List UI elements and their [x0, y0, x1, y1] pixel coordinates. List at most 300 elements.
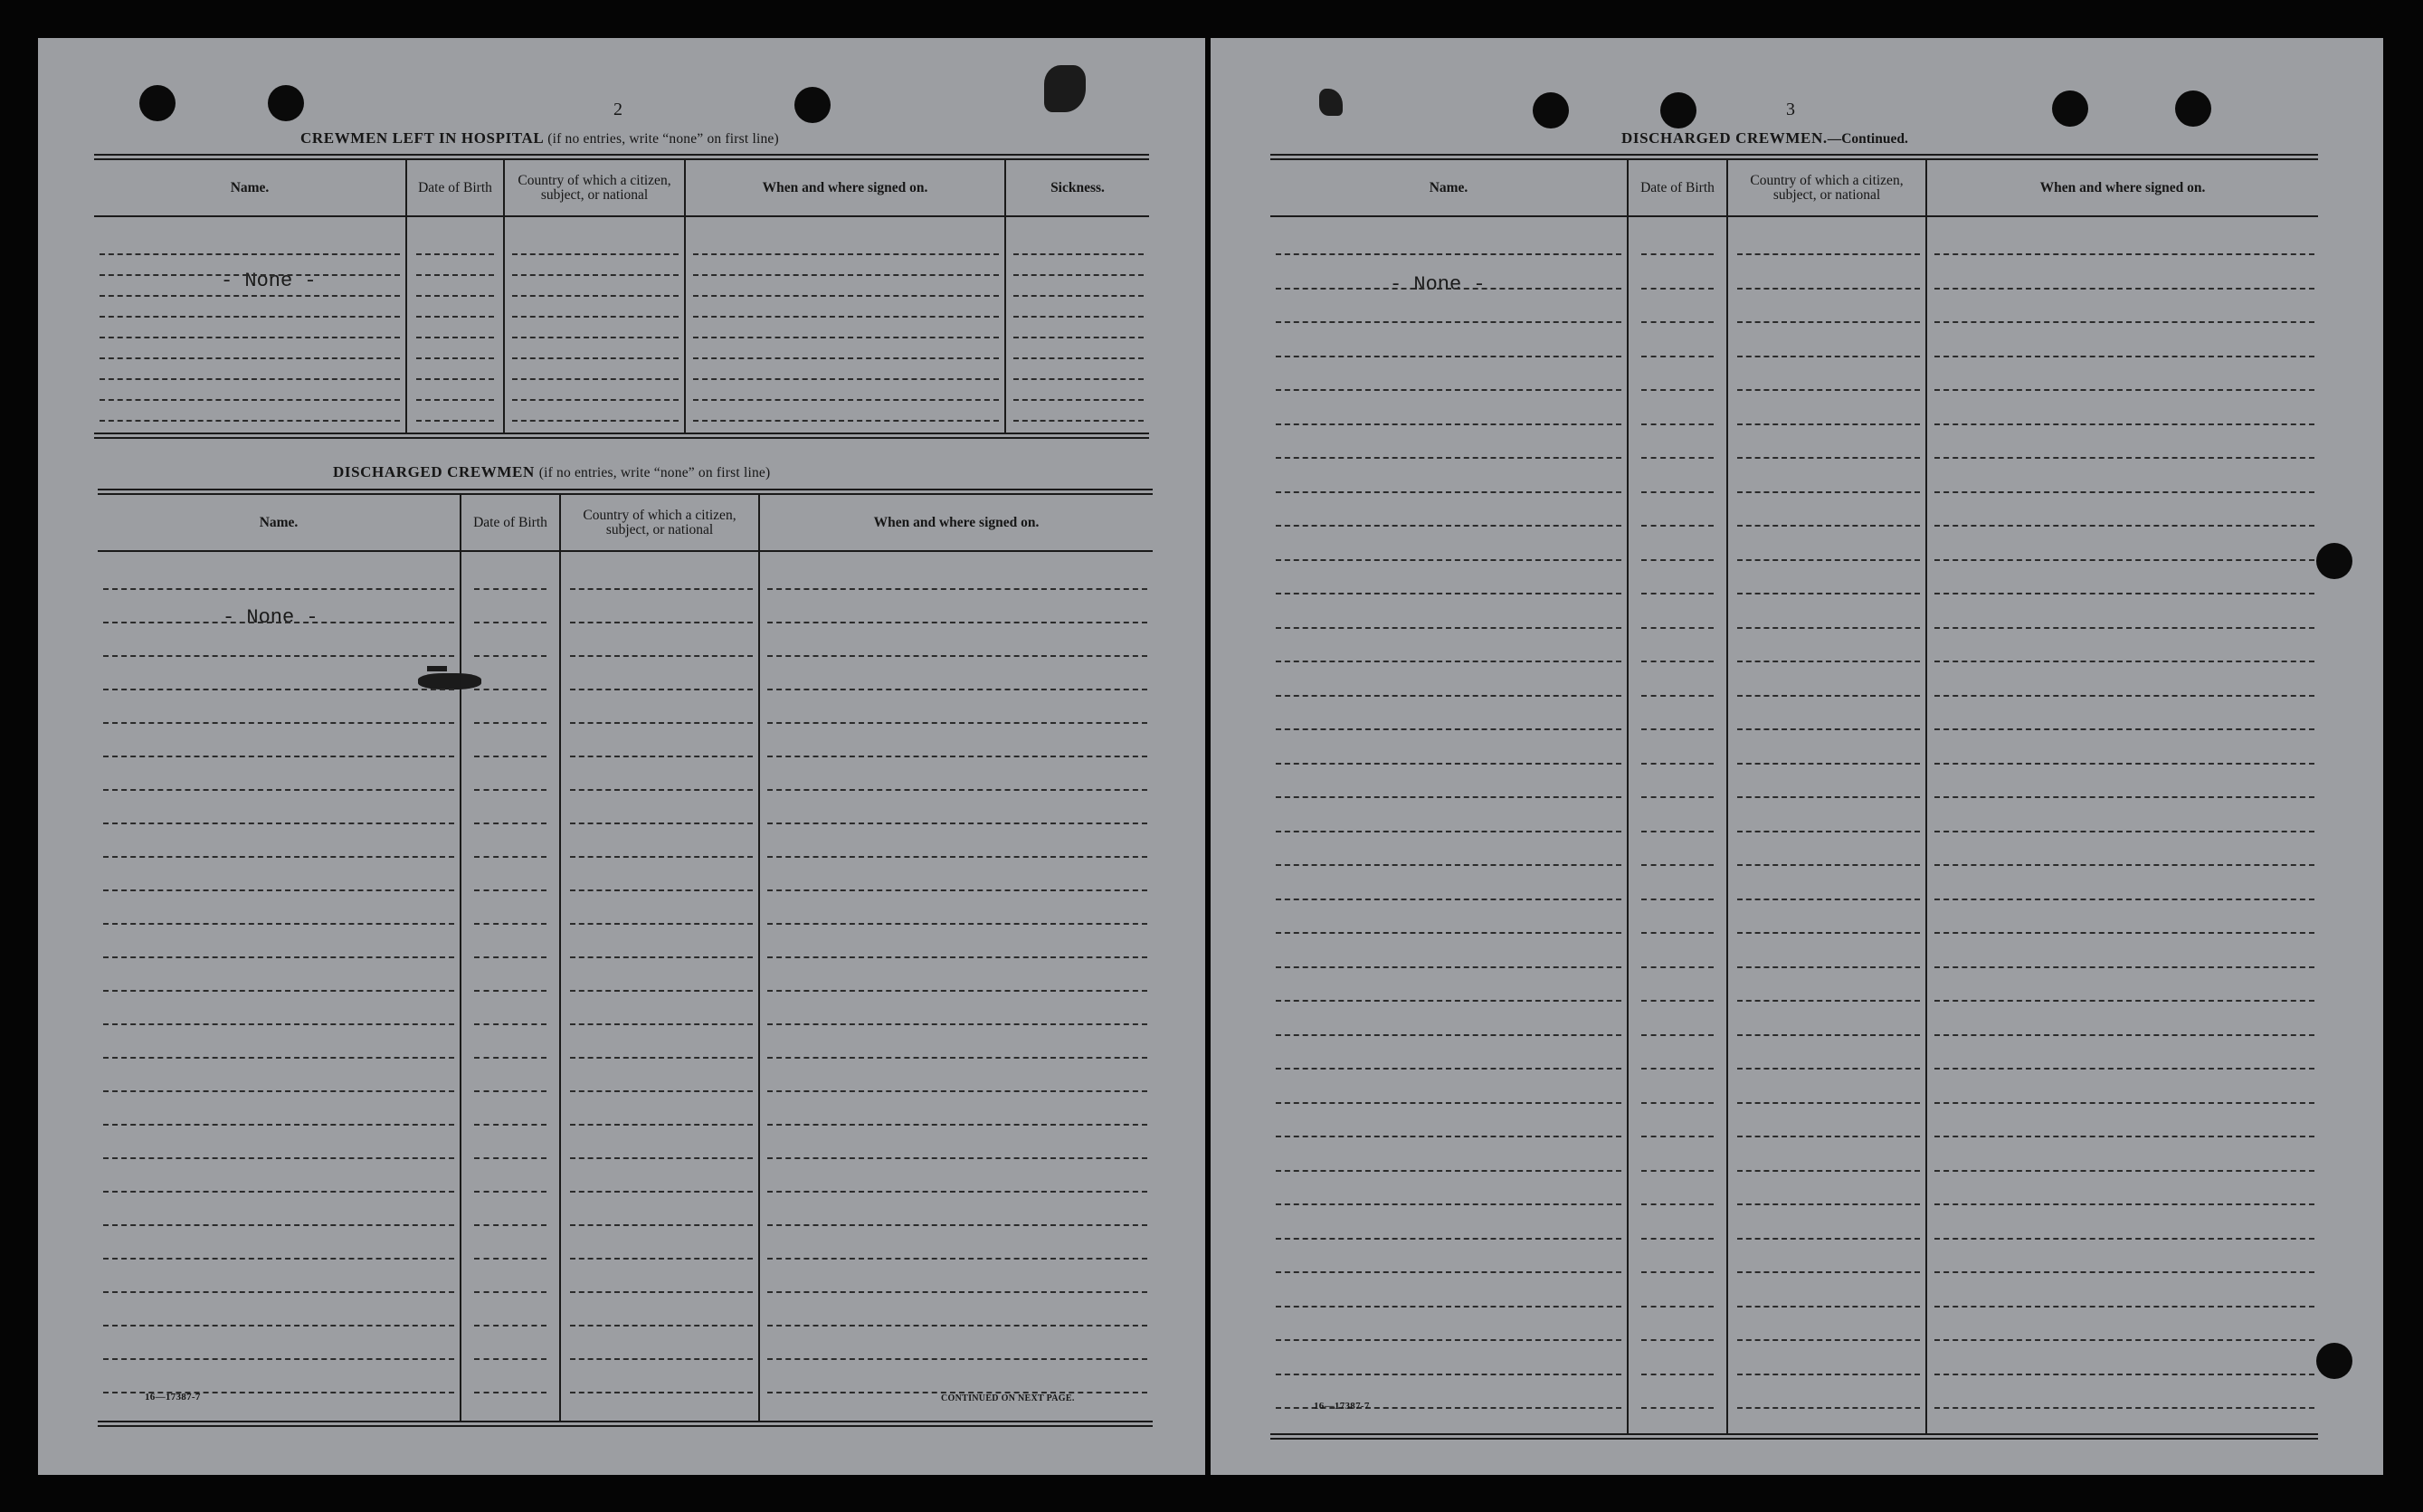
writing-line	[1934, 288, 2314, 290]
writing-line	[103, 588, 454, 590]
writing-line	[570, 1358, 753, 1360]
writing-line	[416, 253, 494, 255]
writing-line	[1737, 356, 1920, 357]
writing-line	[1276, 1170, 1621, 1172]
writing-line	[1641, 1238, 1714, 1240]
writing-line	[1737, 899, 1920, 900]
writing-line	[570, 655, 753, 657]
writing-line	[1641, 831, 1714, 832]
writing-line	[512, 253, 679, 255]
writing-line	[1934, 864, 2314, 866]
column-header-country: Country of which a citizen, subject, or national	[518, 173, 671, 203]
writing-line	[100, 337, 400, 338]
writing-line	[1276, 661, 1621, 662]
writing-line	[1641, 661, 1714, 662]
writing-line	[1737, 423, 1920, 425]
page-number: 3	[1786, 100, 1795, 119]
column-header-sickness: Sickness.	[1050, 180, 1105, 195]
left-page	[38, 38, 1205, 1475]
writing-line	[1276, 695, 1621, 697]
writing-line	[474, 1325, 546, 1327]
writing-line	[1934, 1203, 2314, 1205]
writing-line	[103, 655, 454, 657]
writing-line	[1276, 1203, 1621, 1205]
writing-line	[1737, 1068, 1920, 1070]
writing-line	[1737, 1170, 1920, 1172]
writing-line	[103, 1358, 454, 1360]
writing-line	[1737, 288, 1920, 290]
writing-line	[767, 1224, 1147, 1226]
writing-line	[103, 1291, 454, 1293]
column-header-signed-on: When and where signed on.	[762, 180, 928, 195]
writing-line	[1276, 763, 1621, 765]
column-header-signed-on: When and where signed on.	[2039, 180, 2206, 195]
writing-line	[474, 622, 546, 623]
writing-line	[1737, 457, 1920, 459]
writing-line	[1934, 763, 2314, 765]
writing-line	[1276, 491, 1621, 493]
writing-line	[474, 1023, 546, 1025]
writing-line	[1737, 1238, 1920, 1240]
writing-line	[416, 295, 494, 297]
writing-line	[1934, 1102, 2314, 1104]
writing-line	[474, 923, 546, 925]
writing-line	[693, 399, 999, 401]
writing-line	[1013, 274, 1144, 276]
writing-line	[1276, 899, 1621, 900]
column-header-country: Country of which a citizen, subject, or national	[583, 508, 736, 537]
column-header-country: Country of which a citizen, subject, or national	[1750, 173, 1904, 203]
discharged-table	[98, 489, 1153, 1428]
writing-line	[474, 1392, 546, 1393]
writing-line	[1276, 728, 1621, 730]
writing-line	[570, 1291, 753, 1293]
writing-line	[1934, 1271, 2314, 1273]
writing-line	[1276, 864, 1621, 866]
writing-line	[1276, 796, 1621, 798]
writing-line	[1737, 1339, 1920, 1341]
writing-line	[1737, 1271, 1920, 1273]
writing-line	[100, 295, 400, 297]
writing-line	[103, 856, 454, 858]
writing-line	[1641, 593, 1714, 594]
writing-line	[767, 1023, 1147, 1025]
writing-line	[767, 1291, 1147, 1293]
writing-line	[693, 253, 999, 255]
writing-line	[1276, 627, 1621, 629]
writing-line	[767, 1258, 1147, 1260]
writing-line	[570, 588, 753, 590]
writing-line	[693, 295, 999, 297]
writing-line	[1934, 1339, 2314, 1341]
writing-line	[474, 1157, 546, 1159]
writing-line	[1934, 423, 2314, 425]
writing-line	[1641, 1203, 1714, 1205]
writing-line	[1737, 932, 1920, 934]
writing-line	[1737, 831, 1920, 832]
writing-line	[1276, 1271, 1621, 1273]
writing-line	[767, 756, 1147, 757]
writing-line	[767, 923, 1147, 925]
writing-line	[1934, 321, 2314, 323]
writing-line	[1641, 966, 1714, 968]
writing-line	[1934, 253, 2314, 255]
writing-line	[1276, 1034, 1621, 1036]
writing-line	[103, 789, 454, 791]
discharged-continued-title: DISCHARGED CREWMEN.—Continued.	[1621, 129, 1908, 147]
hospital-entry-none: - None -	[221, 270, 317, 292]
writing-line	[1276, 525, 1621, 527]
writing-line	[474, 588, 546, 590]
writing-line	[1737, 1102, 1920, 1104]
writing-line	[767, 1090, 1147, 1092]
writing-line	[1641, 457, 1714, 459]
writing-line	[767, 956, 1147, 958]
writing-line	[1641, 1271, 1714, 1273]
writing-line	[1641, 423, 1714, 425]
writing-line	[1013, 337, 1144, 338]
writing-line	[1641, 796, 1714, 798]
writing-line	[1641, 763, 1714, 765]
writing-line	[103, 1224, 454, 1226]
writing-line	[1641, 1407, 1714, 1409]
writing-line	[474, 1057, 546, 1059]
writing-line	[570, 1258, 753, 1260]
writing-line	[570, 622, 753, 623]
writing-line	[1737, 695, 1920, 697]
hospital-section-title: CREWMEN LEFT IN HOSPITAL (if no entries, write “none” on first line)	[300, 129, 779, 147]
writing-line	[474, 689, 546, 690]
writing-line	[474, 789, 546, 791]
writing-line	[103, 1325, 454, 1327]
writing-line	[570, 756, 753, 757]
writing-line	[1934, 1034, 2314, 1036]
writing-line	[767, 655, 1147, 657]
writing-line	[103, 1157, 454, 1159]
writing-line	[1641, 728, 1714, 730]
writing-line	[474, 1291, 546, 1293]
writing-line	[767, 1325, 1147, 1327]
writing-line	[1641, 695, 1714, 697]
writing-line	[1934, 1407, 2314, 1409]
writing-line	[1641, 864, 1714, 866]
punch-hole	[139, 85, 176, 121]
writing-line	[474, 956, 546, 958]
writing-line	[1641, 1170, 1714, 1172]
torn-spot	[1044, 65, 1086, 112]
form-number: 16—17387-7	[1314, 1401, 1370, 1412]
writing-line	[103, 1124, 454, 1126]
page-number: 2	[613, 100, 622, 119]
writing-line	[103, 956, 454, 958]
writing-line	[1934, 356, 2314, 357]
writing-line	[693, 274, 999, 276]
column-header-date-of-birth: Date of Birth	[473, 515, 547, 530]
writing-line	[1737, 864, 1920, 866]
writing-line	[1641, 1034, 1714, 1036]
writing-line	[100, 378, 400, 380]
writing-line	[100, 399, 400, 401]
writing-line	[1934, 695, 2314, 697]
writing-line	[1276, 1102, 1621, 1104]
writing-line	[570, 990, 753, 992]
writing-line	[693, 337, 999, 338]
writing-line	[474, 756, 546, 757]
writing-line	[570, 1023, 753, 1025]
writing-line	[570, 1124, 753, 1126]
writing-line	[100, 253, 400, 255]
writing-line	[1934, 593, 2314, 594]
writing-line	[416, 378, 494, 380]
writing-line	[1276, 253, 1621, 255]
writing-line	[1737, 491, 1920, 493]
writing-line	[767, 1057, 1147, 1059]
form-number: 16—17387-7	[145, 1392, 201, 1403]
writing-line	[1934, 1170, 2314, 1172]
writing-line	[103, 923, 454, 925]
writing-line	[1641, 321, 1714, 323]
writing-line	[1737, 1203, 1920, 1205]
writing-line	[1934, 1000, 2314, 1002]
writing-line	[693, 316, 999, 318]
writing-line	[1934, 1306, 2314, 1308]
writing-line	[570, 889, 753, 891]
writing-line	[767, 1191, 1147, 1193]
writing-line	[1276, 1339, 1621, 1341]
writing-line	[693, 357, 999, 359]
punch-hole	[1660, 92, 1696, 128]
writing-line	[512, 420, 679, 422]
writing-line	[100, 274, 400, 276]
writing-line	[570, 823, 753, 824]
writing-line	[767, 889, 1147, 891]
writing-line	[474, 655, 546, 657]
writing-line	[1934, 525, 2314, 527]
writing-line	[1737, 253, 1920, 255]
writing-line	[767, 622, 1147, 623]
writing-line	[1737, 966, 1920, 968]
writing-line	[1013, 420, 1144, 422]
writing-line	[1934, 932, 2314, 934]
writing-line	[767, 588, 1147, 590]
writing-line	[570, 923, 753, 925]
writing-line	[570, 1157, 753, 1159]
writing-line	[103, 622, 454, 623]
writing-line	[103, 1057, 454, 1059]
writing-line	[1934, 796, 2314, 798]
column-header-name: Name.	[230, 180, 270, 195]
column-header-date-of-birth: Date of Birth	[418, 180, 492, 195]
writing-line	[512, 295, 679, 297]
writing-line	[474, 856, 546, 858]
writing-line	[1276, 831, 1621, 832]
writing-line	[1934, 728, 2314, 730]
writing-line	[474, 1258, 546, 1260]
writing-line	[416, 357, 494, 359]
writing-line	[474, 889, 546, 891]
writing-line	[1013, 253, 1144, 255]
writing-line	[416, 420, 494, 422]
writing-line	[1934, 1238, 2314, 1240]
writing-line	[416, 274, 494, 276]
writing-line	[1934, 1136, 2314, 1137]
writing-line	[1934, 966, 2314, 968]
writing-line	[474, 990, 546, 992]
writing-line	[416, 399, 494, 401]
writing-line	[1737, 1000, 1920, 1002]
writing-line	[1276, 1374, 1621, 1375]
writing-line	[1737, 389, 1920, 391]
writing-line	[1276, 932, 1621, 934]
writing-line	[1641, 525, 1714, 527]
writing-line	[570, 1057, 753, 1059]
writing-line	[1934, 559, 2314, 561]
punch-hole	[268, 85, 304, 121]
writing-line	[693, 420, 999, 422]
writing-line	[1934, 1068, 2314, 1070]
writing-line	[474, 1191, 546, 1193]
writing-line	[1641, 288, 1714, 290]
writing-line	[570, 1325, 753, 1327]
writing-line	[1276, 288, 1621, 290]
writing-line	[1934, 627, 2314, 629]
writing-line	[1641, 1068, 1714, 1070]
writing-line	[416, 337, 494, 338]
writing-line	[1737, 559, 1920, 561]
writing-line	[512, 378, 679, 380]
writing-line	[570, 722, 753, 724]
writing-line	[1737, 1374, 1920, 1375]
discharged-section-title: DISCHARGED CREWMEN (if no entries, write “none” on first line)	[333, 463, 771, 480]
writing-line	[1276, 966, 1621, 968]
writing-line	[570, 689, 753, 690]
writing-line	[474, 823, 546, 824]
writing-line	[1013, 295, 1144, 297]
writing-line	[1737, 728, 1920, 730]
writing-line	[512, 357, 679, 359]
writing-line	[1276, 1068, 1621, 1070]
writing-line	[100, 316, 400, 318]
writing-line	[1641, 1374, 1714, 1375]
writing-line	[1641, 389, 1714, 391]
writing-line	[1934, 457, 2314, 459]
writing-line	[512, 337, 679, 338]
writing-line	[1737, 763, 1920, 765]
writing-line	[512, 274, 679, 276]
writing-line	[103, 1191, 454, 1193]
writing-line	[693, 378, 999, 380]
writing-line	[570, 789, 753, 791]
writing-line	[1934, 899, 2314, 900]
column-header-name: Name.	[259, 515, 299, 530]
writing-line	[474, 1224, 546, 1226]
writing-line	[767, 689, 1147, 690]
writing-line	[1276, 559, 1621, 561]
writing-line	[570, 956, 753, 958]
writing-line	[767, 1358, 1147, 1360]
writing-line	[767, 1124, 1147, 1126]
discharged-continued-entry-none: - None -	[1390, 273, 1486, 296]
writing-line	[1276, 1306, 1621, 1308]
writing-line	[103, 689, 454, 690]
writing-line	[570, 1191, 753, 1193]
writing-line	[1276, 1238, 1621, 1240]
writing-line	[103, 1023, 454, 1025]
writing-line	[1013, 357, 1144, 359]
writing-line	[1934, 491, 2314, 493]
writing-line	[1641, 1136, 1714, 1137]
column-header-name: Name.	[1429, 180, 1468, 195]
writing-line	[103, 990, 454, 992]
punch-hole	[2175, 90, 2211, 127]
writing-line	[1641, 932, 1714, 934]
writing-line	[1276, 1000, 1621, 1002]
writing-line	[1641, 559, 1714, 561]
writing-line	[1641, 356, 1714, 357]
hospital-table	[94, 154, 1149, 440]
writing-line	[1276, 389, 1621, 391]
writing-line	[1737, 525, 1920, 527]
writing-line	[1737, 593, 1920, 594]
writing-line	[1737, 661, 1920, 662]
column-header-signed-on: When and where signed on.	[873, 515, 1040, 530]
writing-line	[1641, 1306, 1714, 1308]
writing-line	[1934, 661, 2314, 662]
writing-line	[1641, 627, 1714, 629]
writing-line	[1276, 593, 1621, 594]
punch-hole	[1533, 92, 1569, 128]
writing-line	[767, 1157, 1147, 1159]
writing-line	[1737, 1034, 1920, 1036]
writing-line	[570, 1090, 753, 1092]
right-page	[1211, 38, 2383, 1475]
writing-line	[767, 823, 1147, 824]
writing-line	[767, 856, 1147, 858]
writing-line	[1737, 796, 1920, 798]
writing-line	[1276, 1136, 1621, 1137]
writing-line	[103, 889, 454, 891]
writing-line	[1934, 831, 2314, 832]
punch-hole	[2316, 1343, 2352, 1379]
writing-line	[1641, 491, 1714, 493]
continued-note: CONTINUED ON NEXT PAGE.	[941, 1393, 1075, 1403]
writing-line	[1641, 1000, 1714, 1002]
writing-line	[103, 722, 454, 724]
writing-line	[1276, 356, 1621, 357]
torn-spot	[1319, 89, 1343, 116]
writing-line	[1013, 399, 1144, 401]
punch-hole	[2316, 543, 2352, 579]
writing-line	[103, 823, 454, 824]
discharged-entry-none: - None -	[223, 606, 318, 629]
punch-hole	[2052, 90, 2088, 127]
writing-line	[570, 1392, 753, 1393]
writing-line	[1737, 321, 1920, 323]
writing-line	[1276, 321, 1621, 323]
writing-line	[100, 357, 400, 359]
writing-line	[1737, 1407, 1920, 1409]
writing-line	[1641, 1102, 1714, 1104]
writing-line	[474, 1358, 546, 1360]
writing-line	[103, 1258, 454, 1260]
writing-line	[512, 399, 679, 401]
writing-line	[103, 1090, 454, 1092]
writing-line	[474, 722, 546, 724]
writing-line	[100, 420, 400, 422]
writing-line	[570, 856, 753, 858]
writing-line	[1737, 1306, 1920, 1308]
writing-line	[1013, 316, 1144, 318]
